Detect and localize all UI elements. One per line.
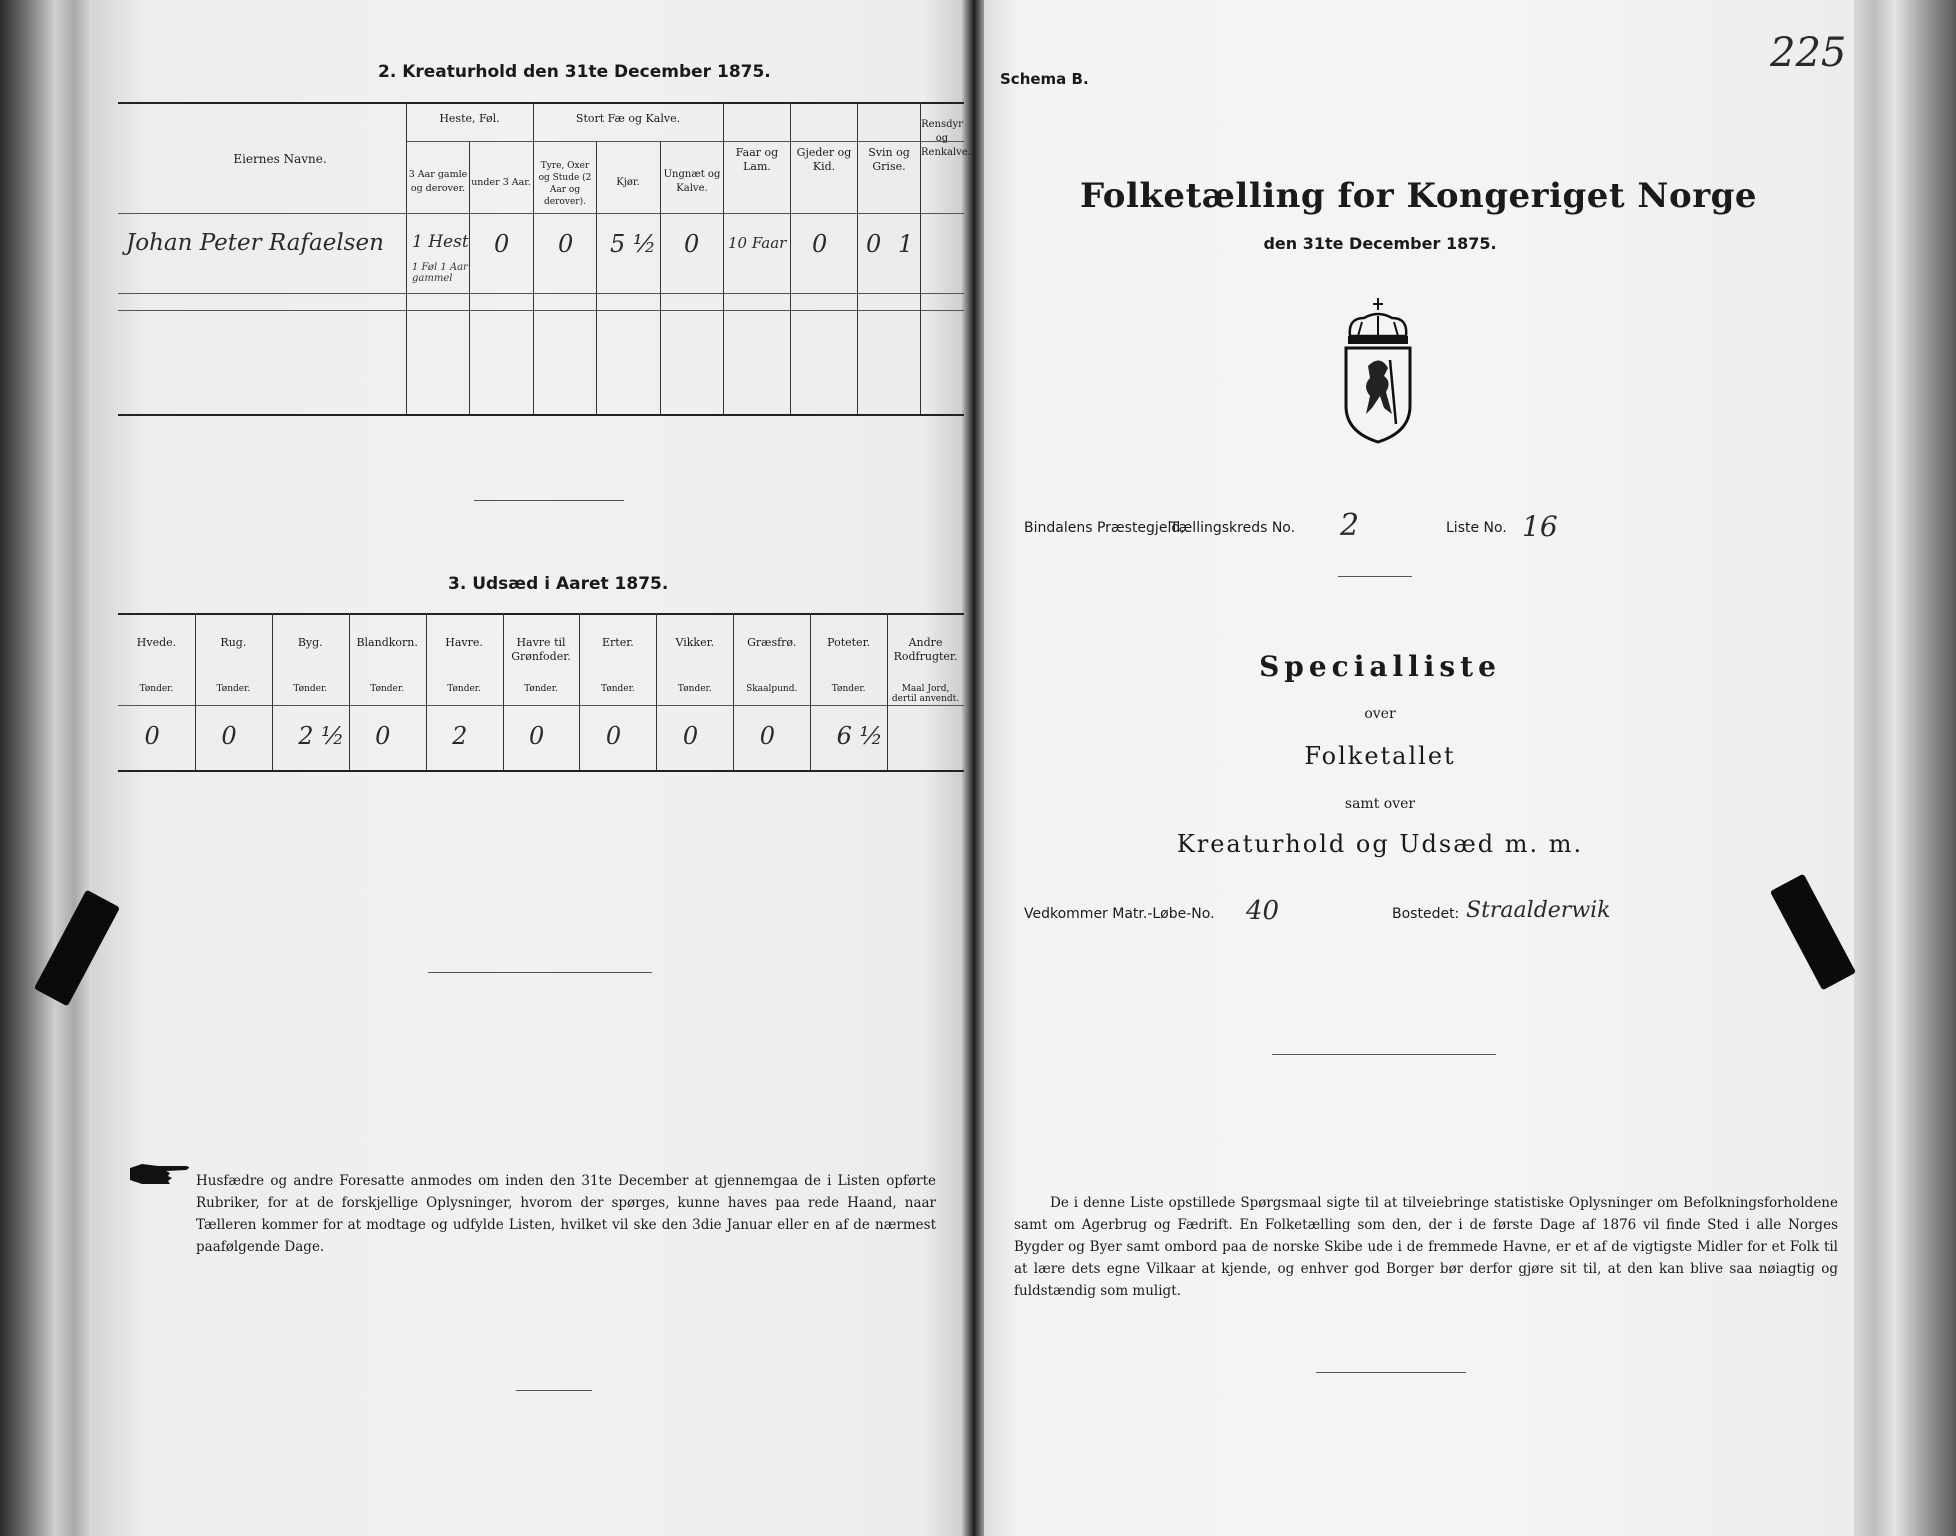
separator-short [1272, 1054, 1496, 1055]
parish-label: Bindalens Præstegjeld, [1024, 520, 1185, 536]
seed-value-cell: 0 [605, 722, 622, 750]
matr-value: 40 [1246, 896, 1280, 926]
bosted-value: Straalderwik [1466, 898, 1611, 923]
main-title: Folketælling for Kongeriget Norge [1080, 176, 1758, 216]
cows-cell: 5 ½ [610, 230, 657, 258]
seed-value-cell: 2 ½ [298, 722, 345, 750]
over-label: over [1364, 706, 1396, 722]
seed-col-unit: Tønder. [139, 684, 174, 694]
table2-col-line [790, 102, 791, 414]
table2-top-rule [118, 102, 964, 104]
col-horses-3yr-header: 3 Aar gamle og derover. [408, 169, 468, 194]
specialliste-heading: Specialliste [1259, 650, 1501, 683]
seed-col-unit: Skaalpund. [746, 684, 798, 694]
horses-under3-cell: 0 [494, 230, 510, 258]
seed-col-unit: Tønder. [216, 684, 251, 694]
schema-label: Schema B. [1000, 70, 1089, 88]
list-value: 16 [1522, 510, 1558, 543]
section2-title: 2. Kreaturhold den 31te December 1875. [378, 62, 771, 82]
table3-col-line [579, 613, 580, 770]
coat-of-arms-icon [1336, 296, 1420, 448]
young-cattle-cell: 0 [684, 230, 700, 258]
seed-value-cell: 0 [221, 722, 237, 750]
col-bulls-header: Tyre, Oxer og Stude (2 Aar og derover). [538, 161, 592, 207]
horses-note-cell: 1 Føl 1 Aar gammel [412, 262, 468, 284]
table3-col-line [810, 613, 811, 770]
seed-col-unit: Maal Jord, dertil anvendt. [891, 684, 960, 704]
seed-col-label: Hvede. [136, 636, 177, 649]
col-owner-header: Eiernes Navne. [233, 152, 327, 166]
col-sheep-header: Faar og Lam. [735, 146, 779, 173]
page-edges-right [1854, 0, 1956, 1536]
pigs-cell: 0 [866, 230, 882, 258]
table3-top-rule [118, 613, 964, 615]
seed-col-label: Blandkorn. [356, 636, 418, 649]
pointing-hand-icon [128, 1158, 194, 1192]
seed-col-label: Erter. [602, 636, 634, 649]
seed-col-unit: Tønder. [831, 684, 866, 694]
sheep-cell: 10 Faar [728, 234, 787, 252]
seed-value-cell: 0 [529, 722, 545, 750]
book-gutter [962, 0, 984, 1536]
separator-short [516, 1390, 592, 1391]
table3-col-line [195, 613, 196, 770]
seed-col-label: Rug. [220, 636, 247, 649]
table3-header-bottom [118, 705, 964, 706]
owner-name-cell: Johan Peter Rafaelsen [126, 230, 384, 256]
seed-value-cell: 6 ½ [836, 722, 883, 750]
separator-short [1338, 576, 1412, 577]
col-horses-under3-header: under 3 Aar. [471, 177, 531, 188]
col-goats-header: Gjeder og Kid. [796, 146, 852, 173]
bulls-cell: 0 [558, 230, 574, 258]
seed-col-unit: Tønder. [524, 684, 558, 694]
seed-col-label: Vikker. [675, 636, 715, 649]
table3-col-line [503, 613, 504, 770]
table3-bottom-rule [118, 770, 964, 772]
table3-col-line [349, 613, 350, 770]
table3-col-line [426, 613, 427, 770]
book-spine-left [0, 0, 92, 1536]
seed-value-cell: 0 [144, 722, 160, 750]
separator-short [428, 972, 652, 973]
seed-col-unit: Tønder. [447, 684, 481, 694]
seed-col-label: Havre til Grønfoder. [511, 636, 571, 663]
kreaturhold-label: Kreaturhold og Udsæd m. m. [1176, 830, 1584, 858]
table3-col-line [272, 613, 273, 770]
table2-col-line [723, 102, 724, 414]
seed-value-cell: 0 [375, 722, 391, 750]
table3-col-line [887, 613, 888, 770]
district-value: 2 [1340, 508, 1360, 543]
reindeer-cell: 1 [898, 230, 914, 258]
list-label: Liste No. [1446, 520, 1507, 536]
intro-paragraph-text: De i denne Liste opstillede Spørgsmaal sigte til at tilveiebringe statistiske Oplysninger om Befolkningsforholdene samt om Agerbrug og Fædrift. En Folketælling som den, der i de første Dage af 1876 vil finde Sted i alle Norges Bygder og Byer samt ombord paa de norske Skibe ude i de fremmede Havne, er et af de vigtigste Midler for et Folk til at lære dets egne Vilkaar at kjende, og enhver god Borger bør derfor gjøre sit til, at den kan blive saa nøiagtig og fuldstændig som muligt. [1014, 1195, 1838, 1299]
seed-col-unit: Tønder. [293, 684, 328, 694]
table2-row-rule [118, 293, 964, 294]
folketallet-label: Folketallet [1304, 742, 1456, 770]
seed-col-label: Poteter. [827, 636, 871, 649]
section3-title: 3. Udsæd i Aaret 1875. [448, 574, 669, 594]
col-cows-header: Kjør. [616, 177, 640, 188]
seed-value-cell: 0 [759, 722, 775, 750]
seed-col-unit: Tønder. [370, 684, 405, 694]
samt-over-label: samt over [1344, 796, 1416, 812]
table2-col-line [406, 102, 407, 414]
seed-col-unit: Tønder. [677, 684, 712, 694]
date-line: den 31te December 1875. [1263, 234, 1497, 253]
table3-col-line [733, 613, 734, 770]
table2-header-bottom [118, 213, 964, 214]
table2-header-rule [406, 141, 964, 142]
notice-paragraph: Husfædre og andre Foresatte anmodes om inden den 31te December at gjennemgaa de i Listen opførte Rubriker, for at de forskjellige Oplysninger, hvorom der spørges, kunne haves paa rede Haand, naar Tælleren kommer for at modtage og udfylde Listen, hvilket vil ske den 3die Januar eller en af de nærmest paafølgende Dage. [196, 1173, 936, 1255]
seed-col-label: Byg. [297, 636, 323, 649]
bosted-label: Bostedet: [1392, 906, 1460, 922]
group-cattle-header: Stort Fæ og Kalve. [575, 112, 681, 125]
district-label: Tællingskreds No. [1170, 520, 1296, 536]
col-pigs-header: Svin og Grise. [868, 146, 910, 173]
seed-col-label: Græsfrø. [747, 636, 797, 649]
group-horses-header: Heste, Føl. [439, 112, 500, 125]
table2-row-rule [118, 310, 964, 311]
table2-col-line [533, 102, 534, 414]
seed-value-cell: 0 [682, 722, 699, 750]
matr-label: Vedkommer Matr.-Løbe-No. [1024, 906, 1215, 922]
seed-col-label: Andre Rodfrugter. [893, 636, 958, 663]
intro-paragraph [1014, 1192, 1838, 1302]
goats-cell: 0 [812, 230, 828, 258]
separator-short [474, 500, 624, 501]
seed-value-cell: 2 [452, 722, 468, 750]
separator-short [1316, 1372, 1466, 1373]
table2-bottom-rule [118, 414, 964, 416]
seed-col-unit: Tønder. [601, 684, 635, 694]
horses-3yr-cell: 1 Hest [412, 232, 469, 252]
col-young-header: Ungnæt og Kalve. [663, 169, 721, 194]
table3-col-line [656, 613, 657, 770]
page-number: 225 [1770, 30, 1847, 76]
col-reindeer-header: Rensdyr og Renkalve. [921, 119, 971, 158]
seed-col-label: Havre. [445, 636, 483, 649]
